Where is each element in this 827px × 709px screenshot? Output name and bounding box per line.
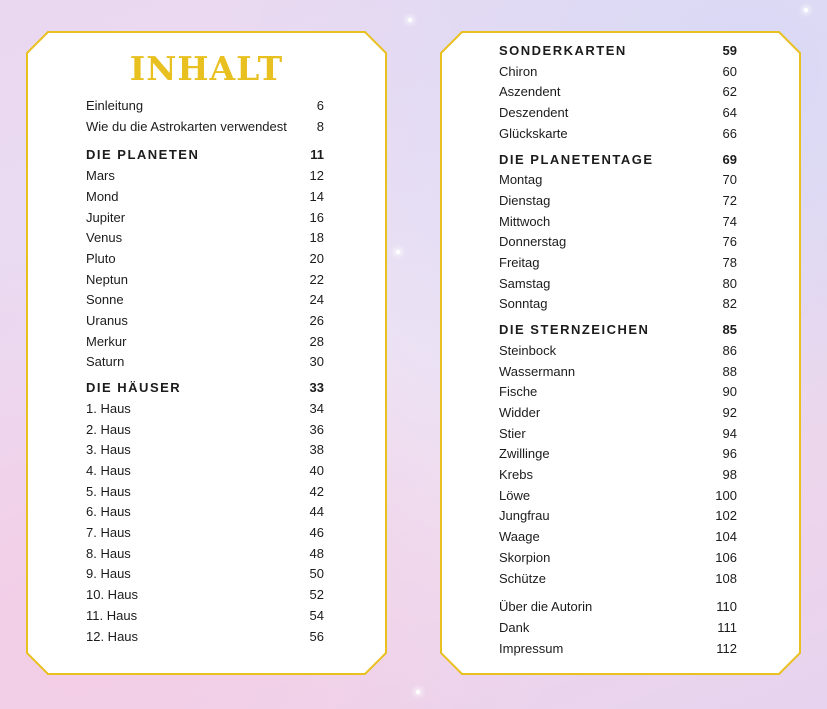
toc-left-page — [26, 31, 387, 675]
toc-entry-page-number: 72 — [722, 192, 737, 208]
toc-entry-label: Mars — [86, 168, 115, 184]
toc-entry-label: Sonntag — [499, 296, 548, 312]
toc-entry-label: Dienstag — [499, 192, 551, 208]
toc-entry-label: Aszendent — [499, 84, 561, 100]
toc-entry — [86, 168, 324, 188]
toc-entry-label: Mittwoch — [499, 213, 551, 229]
toc-entry-label: DIE PLANETEN — [86, 147, 200, 163]
toc-entry-page-number: 33 — [309, 380, 324, 396]
toc-entry-label: Schütze — [499, 570, 546, 586]
toc-entry — [499, 364, 737, 384]
toc-entry — [86, 463, 324, 483]
toc-entry-page-number: 108 — [715, 570, 737, 586]
toc-entry-page-number: 8 — [316, 118, 324, 134]
toc-entry-label: Wassermann — [499, 363, 576, 379]
toc-entry — [86, 608, 324, 628]
toc-entry — [86, 272, 324, 292]
toc-entry-label: Freitag — [499, 255, 540, 270]
toc-entry-page-number: 59 — [722, 43, 737, 58]
toc-entry-page-number: 90 — [722, 384, 737, 400]
toc-entry-label: Zwillinge — [499, 446, 550, 462]
toc-entry-page-number: 66 — [722, 125, 737, 141]
toc-entry-page-number: 70 — [722, 172, 737, 188]
sparkle-decoration — [804, 8, 808, 12]
toc-entry-page-number: 110 — [716, 599, 737, 615]
toc-entry-label: Merkur — [86, 333, 127, 349]
toc-entry-label: Steinbock — [499, 342, 557, 358]
toc-entry — [499, 343, 737, 363]
toc-right-page — [440, 31, 801, 675]
toc-entry — [499, 276, 737, 296]
toc-entry — [86, 210, 324, 230]
toc-entry — [499, 641, 737, 661]
toc-entry — [499, 172, 737, 192]
toc-entry — [499, 508, 737, 528]
toc-entry — [86, 401, 324, 421]
toc-entry-label: Waage — [499, 529, 540, 545]
toc-entry-label: 11. Haus — [86, 607, 138, 623]
toc-entry — [86, 587, 324, 607]
toc-entry-page-number: 56 — [309, 628, 324, 644]
toc-entry-page-number: 14 — [309, 188, 324, 204]
toc-entry-page-number: 30 — [309, 354, 324, 370]
toc-entry-page-number: 22 — [309, 271, 324, 287]
toc-list — [86, 98, 324, 658]
toc-entry-label: Stier — [499, 425, 526, 441]
toc-entry-page-number: 106 — [715, 549, 737, 565]
toc-entry-page-number: 52 — [309, 587, 324, 603]
toc-entry-page-number: 100 — [715, 487, 737, 503]
toc-entry — [499, 214, 737, 234]
toc-entry-page-number: 38 — [309, 442, 324, 458]
toc-entry-label: Mond — [86, 188, 119, 204]
toc-entry-label: Neptun — [86, 271, 128, 287]
toc-entry — [86, 334, 324, 354]
toc-entry — [86, 504, 324, 524]
toc-entry — [86, 484, 324, 504]
toc-entry-page-number: 96 — [722, 446, 737, 462]
toc-entry — [86, 119, 324, 139]
toc-entry-label: DIE HÄUSER — [86, 380, 182, 396]
toc-entry-label: Montag — [499, 172, 543, 188]
toc-entry-label: 1. Haus — [86, 400, 131, 416]
toc-entry-label: 6. Haus — [86, 504, 131, 520]
toc-entry-page-number: 44 — [309, 504, 324, 520]
toc-entry-label: Impressum — [499, 640, 564, 656]
toc-entry-page-number: 42 — [309, 483, 324, 499]
toc-entry-page-number: 50 — [309, 566, 324, 582]
toc-entry-page-number: 76 — [722, 234, 737, 250]
toc-entry — [499, 599, 737, 619]
toc-entry-page-number: 28 — [309, 333, 324, 349]
toc-entry-label: 10. Haus — [86, 587, 139, 603]
toc-entry — [499, 550, 737, 570]
toc-entry-label: Venus — [86, 230, 123, 246]
toc-entry-page-number: 88 — [722, 363, 737, 379]
toc-entry — [499, 620, 737, 640]
toc-entry — [86, 566, 324, 586]
toc-entry-label: 8. Haus — [86, 545, 131, 561]
toc-entry-page-number: 62 — [722, 84, 737, 100]
toc-entry-page-number: 64 — [722, 105, 737, 121]
toc-section-header — [499, 43, 737, 63]
toc-entry-page-number: 48 — [309, 545, 324, 561]
toc-entry-page-number: 82 — [722, 296, 737, 312]
toc-entry-page-number: 74 — [722, 213, 737, 229]
toc-entry-page-number: 40 — [309, 462, 324, 478]
toc-entry — [86, 629, 324, 649]
toc-entry-label: Uranus — [86, 313, 128, 328]
toc-entry-page-number: 104 — [715, 529, 737, 545]
toc-entry-label: 3. Haus — [86, 442, 131, 458]
toc-entry-page-number: 80 — [722, 275, 737, 291]
toc-entry — [86, 442, 324, 462]
toc-section-header — [499, 322, 737, 342]
toc-entry-page-number: 111 — [717, 619, 737, 635]
toc-entry-label: 12. Haus — [86, 628, 139, 644]
toc-entry — [499, 405, 737, 425]
toc-entry-label: Fische — [499, 384, 538, 400]
toc-entry — [86, 525, 324, 545]
toc-entry-page-number: 92 — [722, 404, 737, 420]
toc-entry-page-number: 69 — [722, 151, 737, 167]
toc-entry — [86, 98, 324, 118]
toc-entry-label: 4. Haus — [86, 462, 131, 478]
toc-entry-page-number: 102 — [715, 508, 737, 524]
toc-entry-label: Deszendent — [499, 105, 569, 121]
sparkle-decoration — [396, 250, 400, 254]
toc-entry-label: Saturn — [86, 354, 125, 370]
toc-entry — [499, 529, 737, 549]
toc-entry-label: SONDERKARTEN — [499, 43, 627, 58]
toc-entry — [86, 251, 324, 271]
toc-entry-page-number: 98 — [722, 467, 737, 482]
toc-entry — [499, 126, 737, 146]
toc-entry — [499, 571, 737, 591]
toc-entry — [499, 84, 737, 104]
toc-entry — [86, 313, 324, 333]
toc-entry-label: Pluto — [86, 250, 116, 266]
toc-entry-label: 9. Haus — [86, 566, 131, 582]
toc-entry — [499, 296, 737, 316]
toc-entry-label: Wie du die Astrokarten verwendest — [86, 118, 287, 134]
toc-entry-page-number: 11 — [310, 147, 324, 163]
toc-entry-page-number: 85 — [722, 322, 737, 338]
toc-entry-page-number: 60 — [722, 63, 737, 79]
toc-entry-label: Sonne — [86, 292, 124, 308]
toc-entry-label: Einleitung — [86, 98, 144, 113]
toc-entry-page-number: 26 — [309, 313, 324, 328]
toc-entry-label: Skorpion — [499, 549, 551, 565]
toc-entry-page-number: 86 — [722, 342, 737, 358]
toc-entry-label: Chiron — [499, 63, 538, 79]
toc-entry-page-number: 6 — [316, 98, 324, 113]
toc-entry — [499, 446, 737, 466]
toc-entry — [86, 230, 324, 250]
toc-entry — [499, 467, 737, 487]
toc-entry-label: DIE STERNZEICHEN — [499, 322, 650, 338]
toc-entry — [499, 384, 737, 404]
toc-entry-label: Glückskarte — [499, 125, 568, 141]
toc-entry — [86, 422, 324, 442]
toc-entry — [86, 354, 324, 374]
toc-entry-label: Löwe — [499, 487, 531, 503]
toc-section-header — [86, 147, 324, 167]
toc-entry-page-number: 24 — [309, 292, 324, 308]
toc-entry-label: 2. Haus — [86, 421, 131, 437]
toc-entry — [86, 546, 324, 566]
toc-entry-label: Donnerstag — [499, 234, 567, 250]
toc-entry-label: Jungfrau — [499, 508, 550, 524]
toc-entry-page-number: 12 — [309, 168, 324, 184]
toc-entry-label: Jupiter — [86, 209, 126, 225]
toc-entry — [499, 193, 737, 213]
toc-entry-page-number: 94 — [722, 425, 737, 441]
toc-entry-page-number: 78 — [722, 255, 737, 270]
toc-entry — [499, 426, 737, 446]
toc-entry-label: Krebs — [499, 467, 533, 482]
toc-entry — [499, 105, 737, 125]
toc-entry-page-number: 16 — [309, 209, 324, 225]
toc-entry-page-number: 36 — [309, 421, 324, 437]
toc-entry-label: Samstag — [499, 275, 551, 291]
toc-entry-page-number: 112 — [716, 640, 737, 656]
toc-section-header — [86, 380, 324, 400]
sparkle-decoration — [416, 690, 420, 694]
toc-entry-label: Über die Autorin — [499, 599, 593, 615]
toc-entry-label: 7. Haus — [86, 525, 131, 540]
toc-entry — [499, 255, 737, 275]
toc-entry — [86, 292, 324, 312]
toc-entry — [499, 234, 737, 254]
toc-entry-label: Dank — [499, 619, 530, 635]
toc-entry — [499, 64, 737, 84]
toc-entry-page-number: 34 — [309, 400, 324, 416]
toc-section-header — [499, 152, 737, 172]
toc-entry-label: DIE PLANETENTAGE — [499, 151, 654, 167]
toc-entry-page-number: 54 — [309, 607, 324, 623]
sparkle-decoration — [408, 18, 412, 22]
toc-entry-page-number: 18 — [309, 230, 324, 246]
toc-entry-label: 5. Haus — [86, 483, 131, 499]
toc-entry-page-number: 20 — [309, 250, 324, 266]
page-title: INHALT — [129, 49, 284, 88]
toc-entry — [86, 189, 324, 209]
toc-entry — [499, 488, 737, 508]
toc-entry-page-number: 46 — [309, 525, 324, 540]
toc-list — [499, 43, 737, 663]
toc-entry-label: Widder — [499, 404, 541, 420]
